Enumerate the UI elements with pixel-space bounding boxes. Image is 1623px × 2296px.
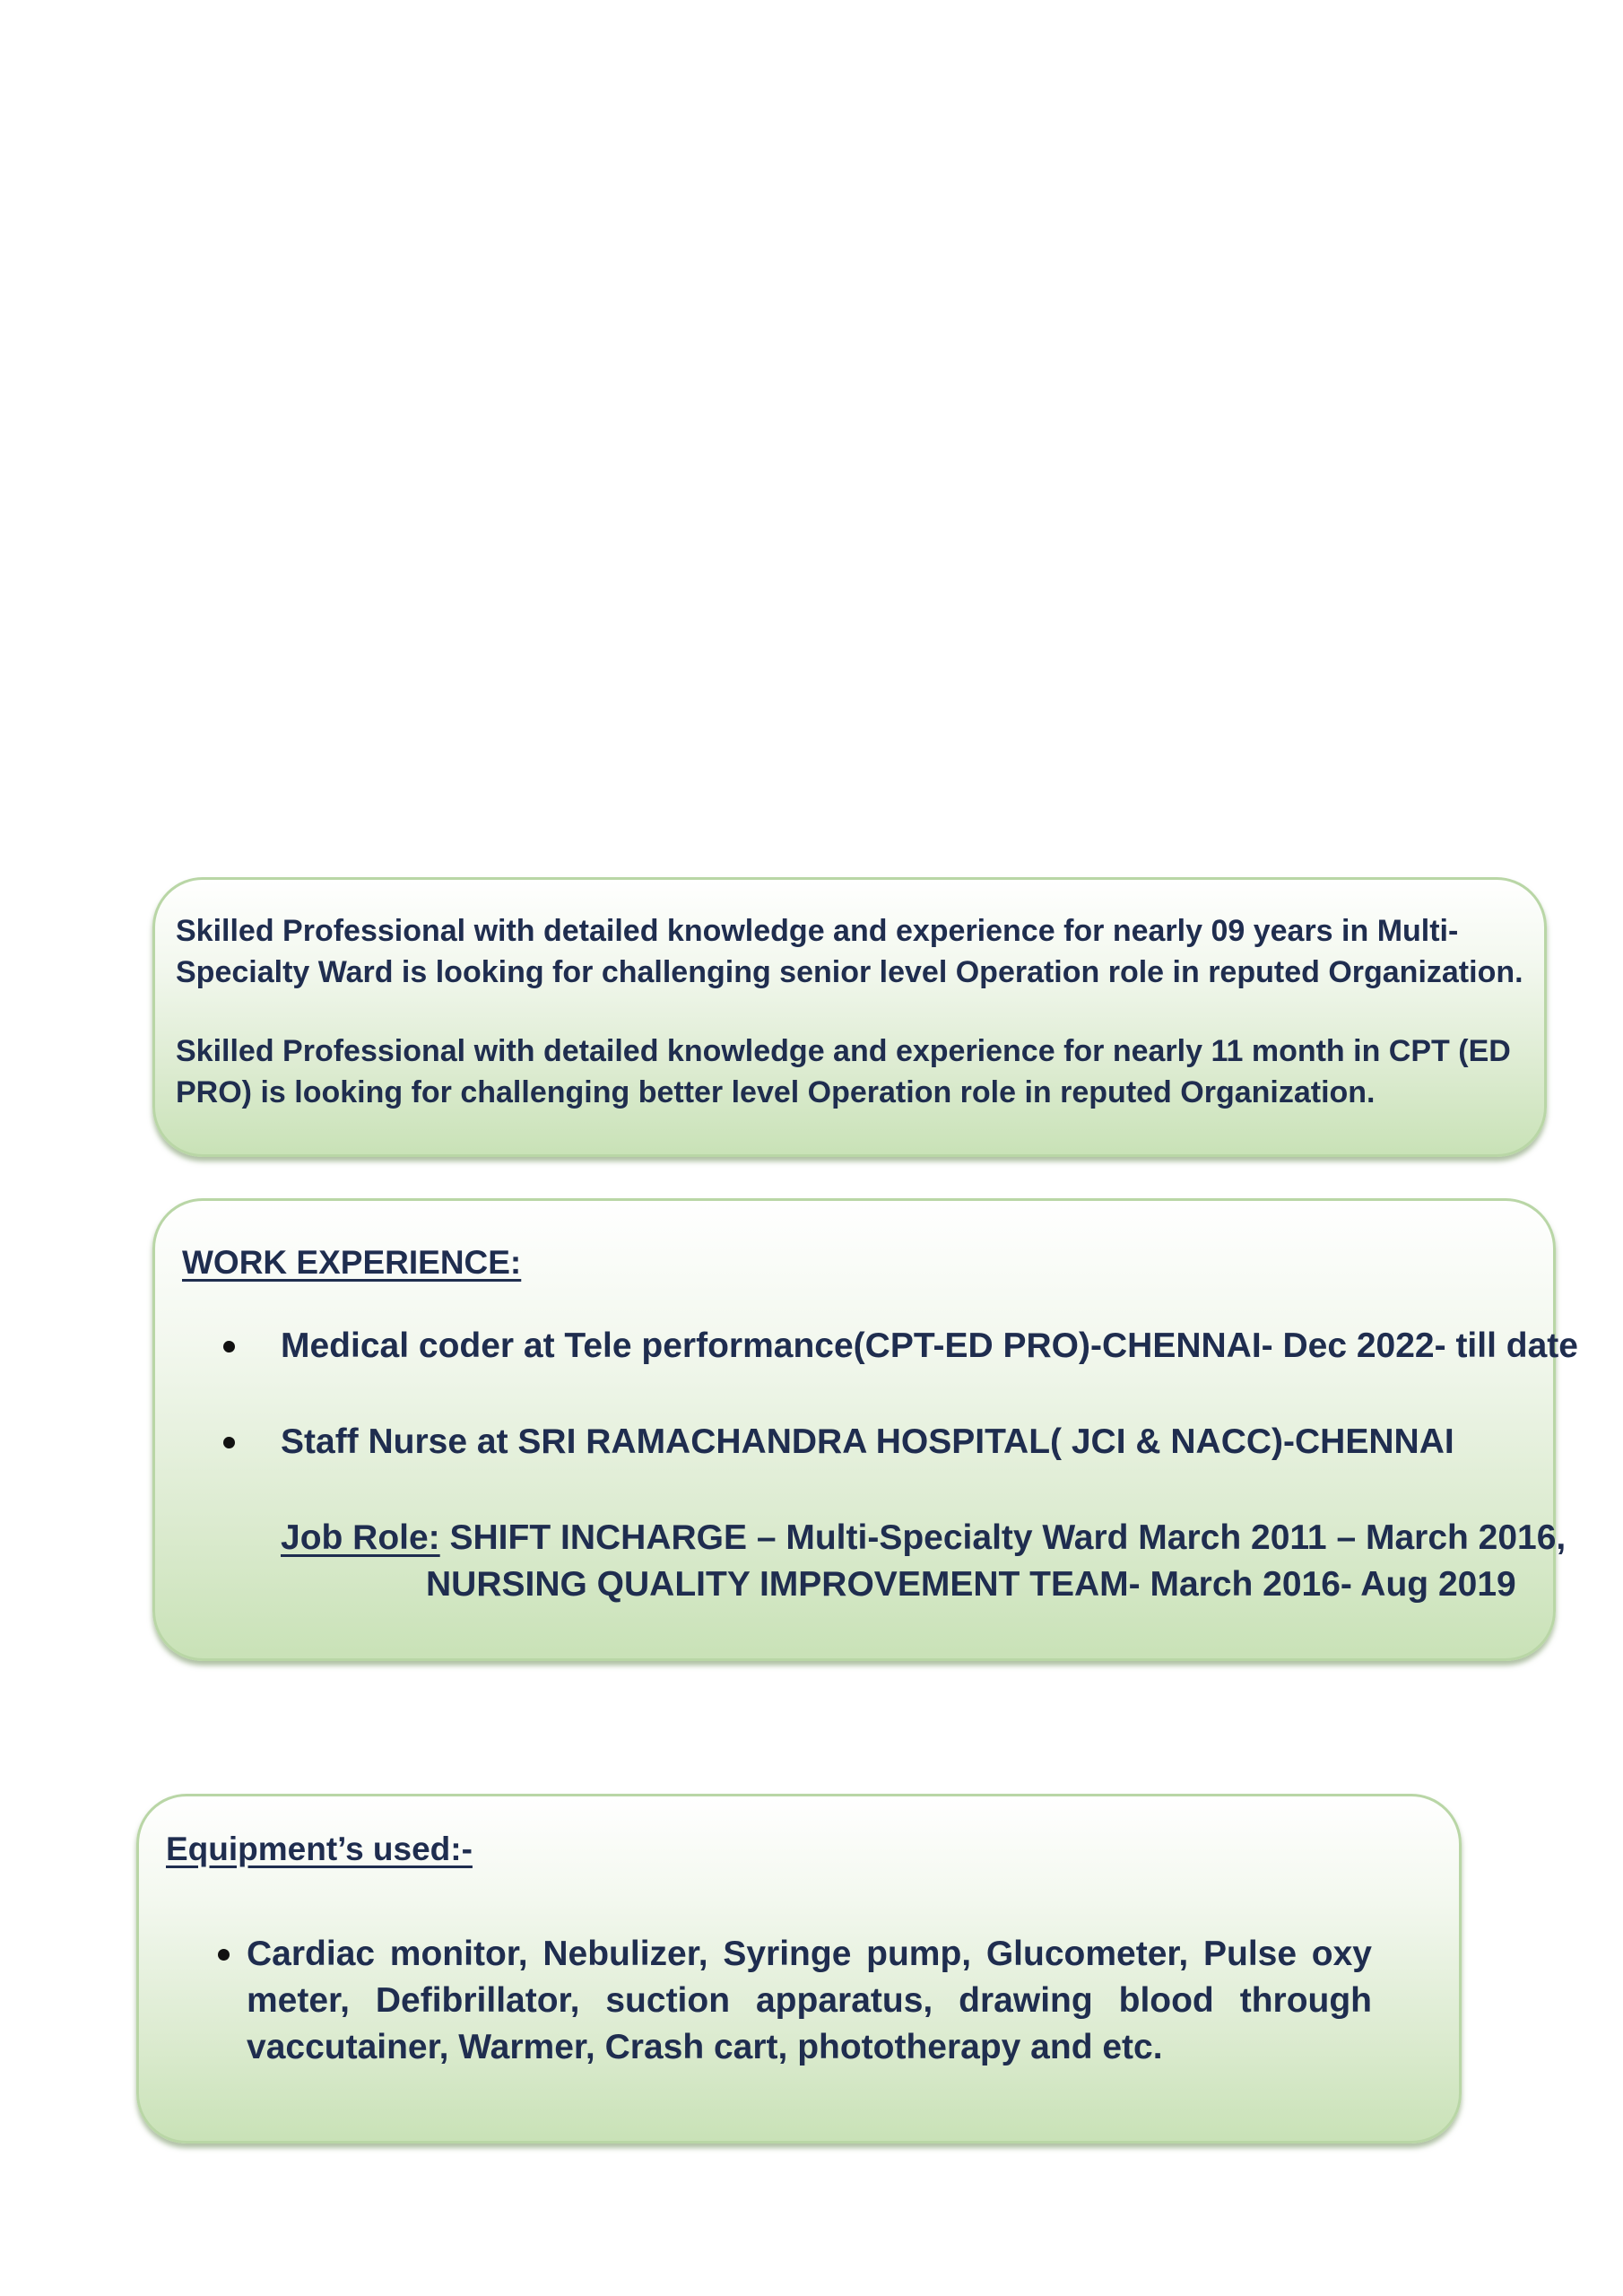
bullet-icon — [218, 1949, 230, 1961]
bullet-icon — [223, 1341, 235, 1352]
job-role — [281, 1515, 1566, 1608]
job-role-line-1: SHIFT INCHARGE – Multi-Specialty Ward March 2011 – March 2016, — [439, 1518, 1567, 1557]
objective-summary-box — [152, 877, 1547, 1157]
job-role-line-2: NURSING QUALITY IMPROVEMENT TEAM- March 2016- Aug 2019 — [426, 1565, 1516, 1604]
equipment-box — [136, 1794, 1462, 2144]
work-item-text: Staff Nurse at SRI RAMACHANDRA HOSPITAL( JCI & NACC)-CHENNAI — [281, 1422, 1454, 1461]
equipment-heading: Equipment’s used:- — [166, 1831, 473, 1867]
work-experience-box — [152, 1198, 1578, 1661]
work-item-text: Medical coder at Tele performance(CPT-ED PRO)-CHENNAI- Dec 2022- till date — [281, 1326, 1578, 1365]
summary-paragraph-1: Skilled Professional with detailed knowledge and experience for nearly 09 years in Multi-Specialty Ward is looking for challenging senior level Operation role in reputed Organization. — [176, 914, 1523, 989]
summary-paragraph-2: Skilled Professional with detailed knowledge and experience for nearly 11 month in CPT (ED PRO) is looking for challenging better level Operation role in reputed Organization. — [176, 1034, 1511, 1109]
equipment-item-text: Cardiac monitor, Nebulizer, Syringe pump, Glucometer, Pulse oxy meter, Defibrillator, suction apparatus, drawing blood through vaccutainer, Warmer, Crash cart, phototherapy and etc. — [247, 1935, 1372, 2066]
work-experience-heading: WORK EXPERIENCE: — [182, 1244, 522, 1281]
list-item — [220, 1931, 1372, 2071]
job-role-label: Job Role: — [281, 1518, 440, 1557]
bullet-icon — [223, 1437, 235, 1448]
